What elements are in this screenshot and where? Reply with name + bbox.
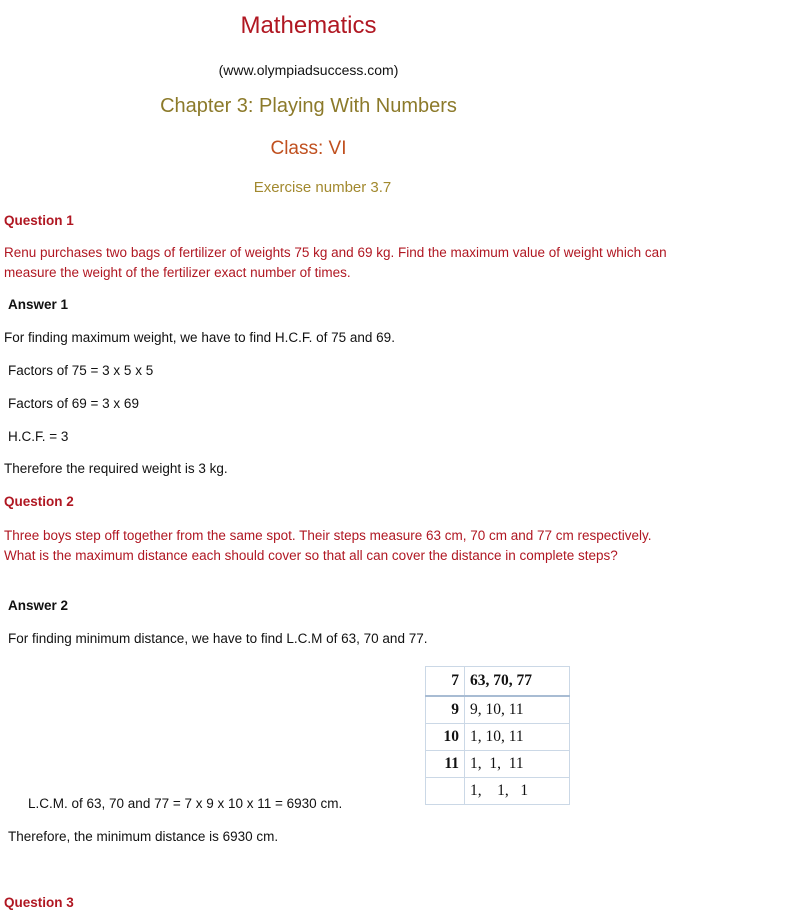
lcm-result: L.C.M. of 63, 70 and 77 = 7 x 9 x 10 x 11 = 6930 cm. [28, 796, 343, 811]
table-row [426, 667, 570, 697]
question-1-heading: Question 1 [4, 213, 74, 228]
chapter-title: Chapter 3: Playing With Numbers [160, 95, 457, 117]
page-title: Mathematics [240, 12, 377, 39]
answer-1-heading: Answer 1 [8, 297, 69, 312]
class-label: Class: VI [270, 138, 347, 159]
table-row [426, 751, 570, 778]
answer-2-intro: For finding minimum distance, we have to find L.C.M of 63, 70 and 77. [8, 631, 428, 646]
divisor-cell: 11 [426, 751, 465, 778]
divisor-cell: 10 [426, 724, 465, 751]
lcm-division-table [425, 666, 570, 805]
quotient-cell: 9, 10, 11 [465, 696, 570, 724]
quotient-cell: 1, 10, 11 [465, 724, 570, 751]
quotient-cell: 63, 70, 77 [465, 667, 570, 697]
divisor-cell: 7 [426, 667, 465, 697]
answer-1-line: H.C.F. = 3 [8, 429, 69, 444]
exercise-label: Exercise number 3.7 [253, 179, 392, 196]
answer-1-line: Factors of 75 = 3 x 5 x 5 [8, 363, 154, 378]
website-url: (www.olympiadsuccess.com) [218, 62, 399, 78]
answer-2-conclusion: Therefore, the minimum distance is 6930 cm. [8, 829, 279, 844]
quotient-cell: 1, 1, 11 [465, 751, 570, 778]
answer-2-heading: Answer 2 [8, 598, 69, 613]
divisor-cell [426, 778, 465, 805]
question-3-heading: Question 3 [4, 895, 74, 910]
table-row [426, 696, 570, 724]
answer-1-line: Factors of 69 = 3 x 69 [8, 396, 139, 411]
question-2-heading: Question 2 [4, 494, 74, 509]
table-row [426, 724, 570, 751]
table-row [426, 778, 570, 805]
question-2-text: Three boys step off together from the same spot. Their steps measure 63 cm, 70 cm and 77 cm respectively. What is the maximum distance each should cover so that all can cover the distance in complete steps? [4, 528, 652, 563]
divisor-cell: 9 [426, 696, 465, 724]
answer-1-line: For finding maximum weight, we have to find H.C.F. of 75 and 69. [4, 330, 395, 345]
quotient-cell: 1, 1, 1 [465, 778, 570, 805]
question-1-text: Renu purchases two bags of fertilizer of weights 75 kg and 69 kg. Find the maximum value of weight which can measure the weight of the fertilizer exact number of times. [4, 245, 667, 280]
answer-1-line: Therefore the required weight is 3 kg. [4, 461, 228, 476]
